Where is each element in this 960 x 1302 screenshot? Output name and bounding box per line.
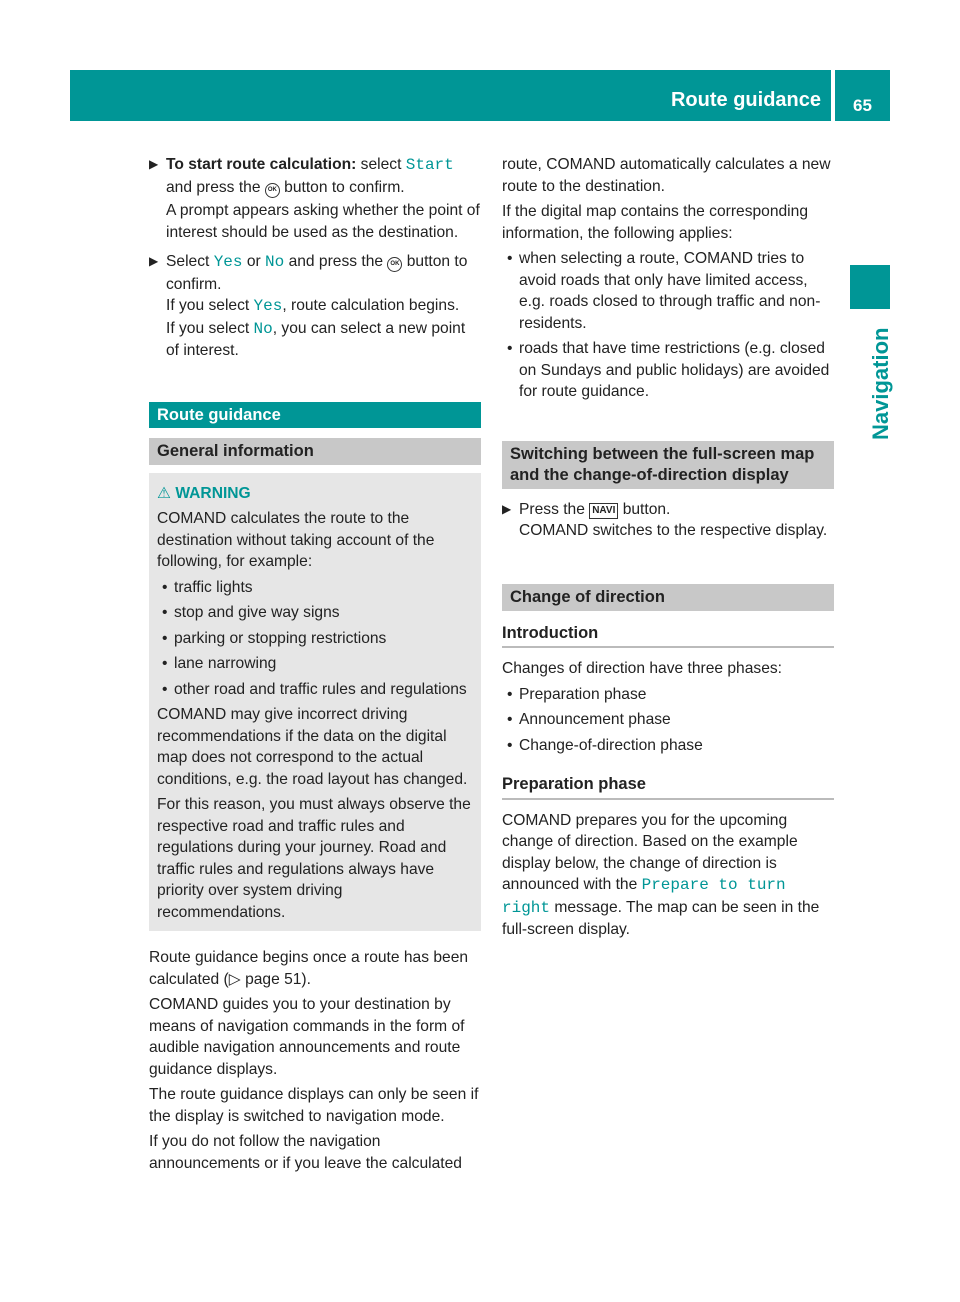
paragraph: COMAND guides you to your destination by means of navigation commands in the form of audible navigation announcements and route guidance displays. [149, 996, 465, 1078]
display-text: Yes [213, 253, 243, 271]
warning-paragraph: COMAND may give incorrect driving recommendations if the data on the digital map does not correspond to the actual conditions, e.g. the road layout has changed. [157, 706, 468, 788]
switch-section-title: Switching between the full-screen map and the change-of-direction display [502, 441, 834, 489]
conditions-list [502, 248, 834, 403]
display-text: No [265, 253, 285, 271]
text: or [242, 253, 266, 270]
step-select-yes-no [149, 251, 481, 362]
arrow-icon: ▶ [149, 157, 159, 171]
list-item: • Change-of-direction phase [502, 735, 834, 757]
warning-intro: COMAND calculates the route to the destination without taking account of the following, for example: [157, 510, 435, 570]
left-column [149, 154, 481, 1178]
arrow-icon: ▶ [502, 501, 512, 516]
step-label: To start route calculation: [166, 156, 357, 173]
introduction-heading: Introduction [502, 623, 834, 649]
section-title: Route guidance [149, 402, 481, 428]
list-item: • roads that have time restrictions (e.g. closed on Sundays and public holidays) are avoided for route guidance. [502, 338, 834, 403]
text: button to confirm. [279, 178, 405, 196]
warning-box [149, 473, 481, 932]
display-text: Prepare to turn right [502, 876, 786, 917]
note: COMAND switches to the respective display. [519, 522, 828, 539]
text: Select [166, 253, 214, 270]
header-title: Route guidance [670, 89, 821, 111]
list-item: • parking or stopping restrictions [157, 628, 473, 650]
paragraph: If the digital map contains the corresponding information, the following applies: [502, 203, 808, 242]
page-number: 65 [835, 70, 890, 121]
list-item: • other road and traffic rules and regulations [157, 679, 473, 701]
paragraph: Route guidance begins once a route has been calculated (▷ page 51). [149, 949, 469, 988]
ok-button-icon: OK [265, 183, 280, 198]
side-tab-marker [850, 265, 890, 309]
ok-button-icon: OK [387, 257, 402, 272]
text: and press the [166, 178, 265, 196]
list-item: • Announcement phase [502, 709, 834, 731]
header-bar [70, 70, 831, 121]
list-item: • when selecting a route, COMAND tries to avoid roads that only have limited access, e.g. roads closed to through traffic and non-residents. [502, 248, 834, 334]
phases-list [502, 684, 834, 757]
warning-heading: ⚠ WARNING [157, 484, 251, 502]
note: A prompt appears asking whether the point of interest should be used as the destination. [166, 202, 480, 241]
text: and press the [284, 253, 388, 270]
text: select [356, 156, 406, 173]
list-item: • lane narrowing [157, 653, 473, 675]
arrow-icon: ▶ [149, 254, 159, 268]
step-start-route [149, 154, 481, 243]
paragraph: COMAND prepares you for the upcoming change of direction. Based on the example display below, the change of direction is announced with the Prepare to turn right message. The map can be seen in the full-screen display. [502, 811, 820, 938]
paragraph: If you do not follow the navigation announcements or if you leave the calculated [149, 1133, 462, 1172]
paragraph: Changes of direction have three phases: [502, 660, 783, 677]
display-text: Start [405, 156, 454, 174]
change-section-title: Change of direction [502, 584, 834, 611]
paragraph: The route guidance displays can only be seen if the display is switched to navigation mode. [149, 1086, 479, 1125]
side-tab-label: Navigation [868, 327, 893, 440]
right-column [502, 154, 834, 945]
warning-triangle-icon: ⚠ [157, 484, 176, 502]
paragraph: route, COMAND automatically calculates a new route to the destination. [502, 156, 831, 195]
subsection-title: General information [149, 438, 481, 465]
result-yes: If you select Yes, route calculation begins. [166, 297, 460, 315]
navi-button-icon: NAVI [589, 503, 618, 519]
warning-list [157, 577, 473, 701]
list-item: • stop and give way signs [157, 602, 473, 624]
warning-paragraph: For this reason, you must always observe the respective road and traffic rules and regulations during your journey. Road and traffic rules and regulations always have priority over system driving recommendations. [157, 796, 471, 921]
text: button to confirm. [166, 253, 468, 293]
result-no: If you select No, you can select a new point of interest. [166, 319, 466, 359]
step-press-navi: ▶ Press the NAVI button. COMAND switches to the respective display. [502, 499, 834, 542]
preparation-heading: Preparation phase [502, 774, 834, 800]
list-item: • Preparation phase [502, 684, 834, 706]
list-item: • traffic lights [157, 577, 473, 599]
